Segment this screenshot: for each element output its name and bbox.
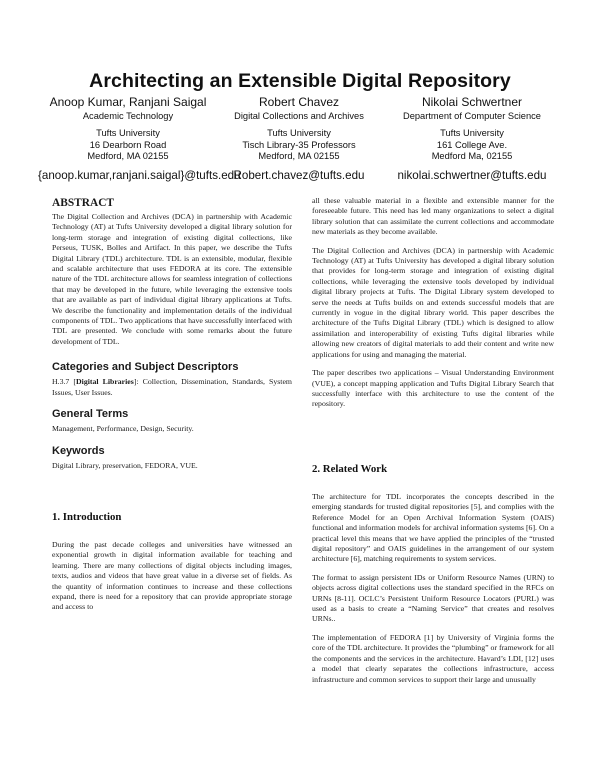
author-block-2: [209, 95, 389, 183]
author-city: Medford Ma, 02155: [431, 151, 513, 161]
keywords-heading: Keywords: [52, 444, 105, 457]
author-city: Medford, MA 02155: [258, 151, 340, 161]
right-paragraph-1: all these valuable material in a flexible and extensible manner for the foreseeable future. This need has led many organizations to select a digital library solution that can assimilate the current collections and accommodate new materials as they become available.: [312, 196, 554, 237]
author-name: Nikolai Schwertner: [421, 95, 523, 109]
categories-code: H.3.7 [: [52, 377, 77, 387]
author-department: Department of Computer Science: [403, 111, 541, 121]
author-name: Anoop Kumar, Ranjani Saigal: [49, 95, 207, 109]
general-terms-heading: General Terms: [52, 408, 129, 421]
author-city: Medford, MA 02155: [87, 151, 169, 161]
intro-section: [52, 511, 292, 613]
author-email: Robert.chavez@tufts.edu: [233, 168, 365, 182]
paper-title: Architecting an Extensible Digital Repository: [89, 70, 511, 92]
right-column: [312, 196, 554, 418]
right-paragraph-3: The paper describes two applications – Visual Understanding Environment (VUE), a concept mapping application and Tufts Digital Library Search that successfully interface with this architecture to use the content of the repository.: [312, 368, 554, 409]
author-address: [209, 128, 389, 163]
author-department: Digital Collections and Archives: [234, 111, 364, 121]
related-paragraph-1: The architecture for TDL incorporates the concepts described in the emerging standards for trusted digital repositories [5], and complies with the Reference Model for an Open Archival Information System (OAIS) functional and information models for archival information systems [6]. On a practical level this means that we have applied the principles of the “trusted digital repository” and OAIS guidelines in the arrangement of our system architecture [6], matching requirements to system services.: [312, 492, 554, 564]
related-paragraph-3: The implementation of FEDORA [1] by University of Virginia forms the core of the TDL architecture. It provides the “plumbing” or framework for all the components and the services in the architecture. Havard’s LDI, [12] uses a model that clearly separates the collections infrastructure, access infrastructure and common services to support their large and unusually: [312, 632, 554, 684]
author-department: Academic Technology: [82, 111, 174, 121]
author-street: 16 Dearborn Road: [89, 139, 167, 150]
general-terms-body: Management, Performance, Design, Security.: [52, 424, 194, 434]
related-work-heading: 2. Related Work: [312, 463, 388, 475]
author-address: [38, 128, 218, 163]
author-institution: Tufts University: [96, 128, 160, 138]
categories-heading: Categories and Subject Descriptors: [52, 361, 239, 374]
abstract-body: The Digital Collection and Archives (DCA) in partnership with Academic Technology (AT) at Tufts University developed a digital library solution for long-term storage and integration of existing digital collections, like Perseus, TUSK, Bolles and Artifact. In this paper, we describe the Tufts Digital Library (TDL) architecture. TDL is an extensible, modular, flexible and scalable architecture that uses FEDORA at its core. The extensible nature of the TDL architecture allows for seamless integration of collections that may be developed in the future, while leveraging the extensive tools that are available as part of individual digital library applications at Tufts. We describe the functionality and implementation details of the individual components of TDL. Two applications that have successfully interfaced with TDL are presented. We conclude with some remarks about the future development of TDL.: [52, 212, 292, 346]
author-institution: Tufts University: [440, 128, 504, 138]
categories-bold: Digital Libraries: [76, 377, 134, 387]
abstract-heading: ABSTRACT: [52, 197, 115, 209]
author-email: {anoop.kumar,ranjani.saigal}@tufts.edu: [38, 168, 241, 182]
categories-body: [52, 377, 292, 398]
right-paragraph-2: The Digital Collection and Archives (DCA) in partnership with Academic Technology (AT) at Tufts University has developed a digital library solution that provides for long-term storage and integration of existing digital collections, while leveraging the extensive tools developed by individual digital library projects at Tufts. The Digital Library system developed to serve the needs at Tufts builds on and extends successful models that are currently in vogue in the digital library world. This paper describes the architecture of the Tufts Digital Library (TDL) which is designed to allow assimilation and interoperability of existing Tufts digital libraries while allowing new creators of digital materials to add their content and write new applications for using and managing the material.: [312, 245, 554, 359]
author-street: 161 College Ave.: [436, 139, 508, 150]
left-column: [52, 197, 292, 477]
author-block-3: [382, 95, 562, 183]
author-block-1: [38, 95, 241, 183]
categories-rest: ]: Collection, Dissemination, Standards, System Issues, User Issues.: [52, 377, 292, 397]
intro-body: During the past decade colleges and universities have witnessed an exponential growth in digital information available for teaching and learning. There are many collections of digital objects including images, texts, audios and videos that have great value in a diverse set of fields. As the quantity of information continues to increase and these collections expand, there is need for a repository that can provide appropriate storage and access to: [52, 540, 292, 612]
intro-heading: 1. Introduction: [52, 511, 122, 523]
author-name: Robert Chavez: [258, 95, 340, 109]
keywords-body: Digital Library, preservation, FEDORA, VUE.: [52, 460, 198, 470]
related-work-section: [312, 463, 554, 685]
author-address: [382, 128, 562, 163]
related-paragraph-2: The format to assign persistent IDs or Uniform Resource Names (URN) to objects across digital collections uses the standard specified in the RFCs on URNs [8-11]. OCLC’s Persistent Uniform Resource Locators (PURL) was used as a basis to create a “Naming Service” that creates and resolves URNs..: [312, 572, 554, 624]
author-street: Tisch Library-35 Professors: [242, 139, 356, 150]
author-institution: Tufts University: [267, 128, 331, 138]
author-email: nikolai.schwertner@tufts.edu: [397, 168, 547, 182]
